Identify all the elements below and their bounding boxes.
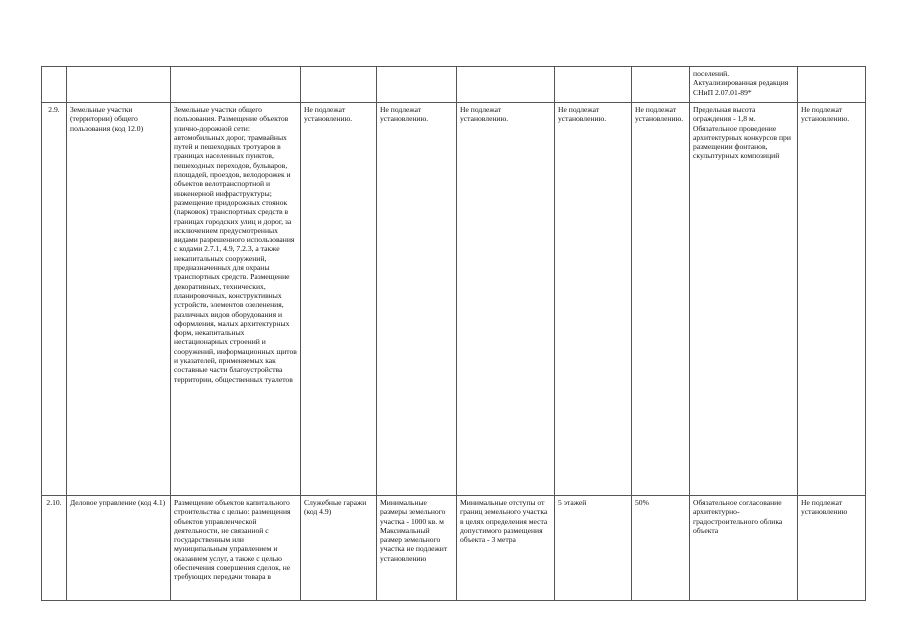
cell-plot-size: Минимальные размеры земельного участка - 1000 кв. м Максимальный размер земельного участка не подлежит установлению xyxy=(377,496,457,601)
cell-use-name: Земельные участки (территории) общего пользования (код 12.0) xyxy=(67,103,171,496)
cell-other: Не подлежат установлению xyxy=(798,496,866,601)
cell-auxiliary-use: Служебные гаражи (код 4.9) xyxy=(301,496,377,601)
table-row-continued xyxy=(42,67,866,103)
cell-empty xyxy=(457,67,555,103)
cell-other: Не подлежат установлению. xyxy=(798,103,866,496)
cell-description: Размещение объектов капитального строительства с целью: размещения объектов управленческой деятельности, не связанной с государственным или муниципальным управлением и оказанием услуг, а также с целью обеспечения совершения сделок, не требующих передачи товара в xyxy=(171,496,301,601)
cell-setbacks: Минимальные отступы от границ земельного участка в целях определения места допустимого размещения объекта - 3 метра xyxy=(457,496,555,601)
cell-number: 2.10. xyxy=(42,496,67,601)
cell-coverage: Не подлежат установлению. xyxy=(632,103,690,496)
table-row xyxy=(42,103,866,496)
regulations-table xyxy=(41,66,866,601)
cell-empty xyxy=(67,67,171,103)
cell-empty xyxy=(301,67,377,103)
cell-auxiliary-use: Не подлежат установлению. xyxy=(301,103,377,496)
cell-coverage: 50% xyxy=(632,496,690,601)
cell-restrictions: поселений. Актуализированная редакция СНиП 2.07.01-89* xyxy=(690,67,798,103)
table-row xyxy=(42,496,866,601)
cell-empty xyxy=(377,67,457,103)
cell-setbacks: Не подлежат установлению. xyxy=(457,103,555,496)
cell-restrictions: Предельная высота ограждения - 1,8 м. Обязательное проведение архитектурных конкурсов при размещении фонтанов, скульптурных композиций xyxy=(690,103,798,496)
cell-empty xyxy=(171,67,301,103)
cell-description: Земельные участки общего пользования. Размещение объектов улично-дорожной сети: автомобильных дорог, трамвайных путей и пешеходных тротуаров в границах населенных пунктов, пешеходных переходов, бульваров, площадей, проездов, велодорожек и объектов велотранспортной и инженерной инфраструктуры; размещение придорожных стоянок (парковок) транспортных средств в границах городских улиц и дорог, за исключением предусмотренных видами разрешенного использования с кодами 2.7.1, 4.9, 7.2.3, а также некапитальных сооружений, предназначенных для охраны транспортных средств. Размещение декоративных, технических, планировочных, конструктивных устройств, элементов озеленения, различных видов оборудования и оформления, малых архитектурных форм, некапитальных нестационарных строений и сооружений, информационных щитов и указателей, применяемых как составные части благоустройства территории, общественных туалетов xyxy=(171,103,301,496)
cell-empty xyxy=(798,67,866,103)
cell-empty xyxy=(555,67,632,103)
cell-empty xyxy=(632,67,690,103)
cell-restrictions: Обязательное согласование архитектурно-градостроительного облика объекта xyxy=(690,496,798,601)
cell-plot-size: Не подлежат установлению. xyxy=(377,103,457,496)
cell-empty xyxy=(42,67,67,103)
cell-number: 2.9. xyxy=(42,103,67,496)
cell-use-name: Деловое управление (код 4.1) xyxy=(67,496,171,601)
cell-floors: 5 этажей xyxy=(555,496,632,601)
cell-floors: Не подлежат установлению. xyxy=(555,103,632,496)
